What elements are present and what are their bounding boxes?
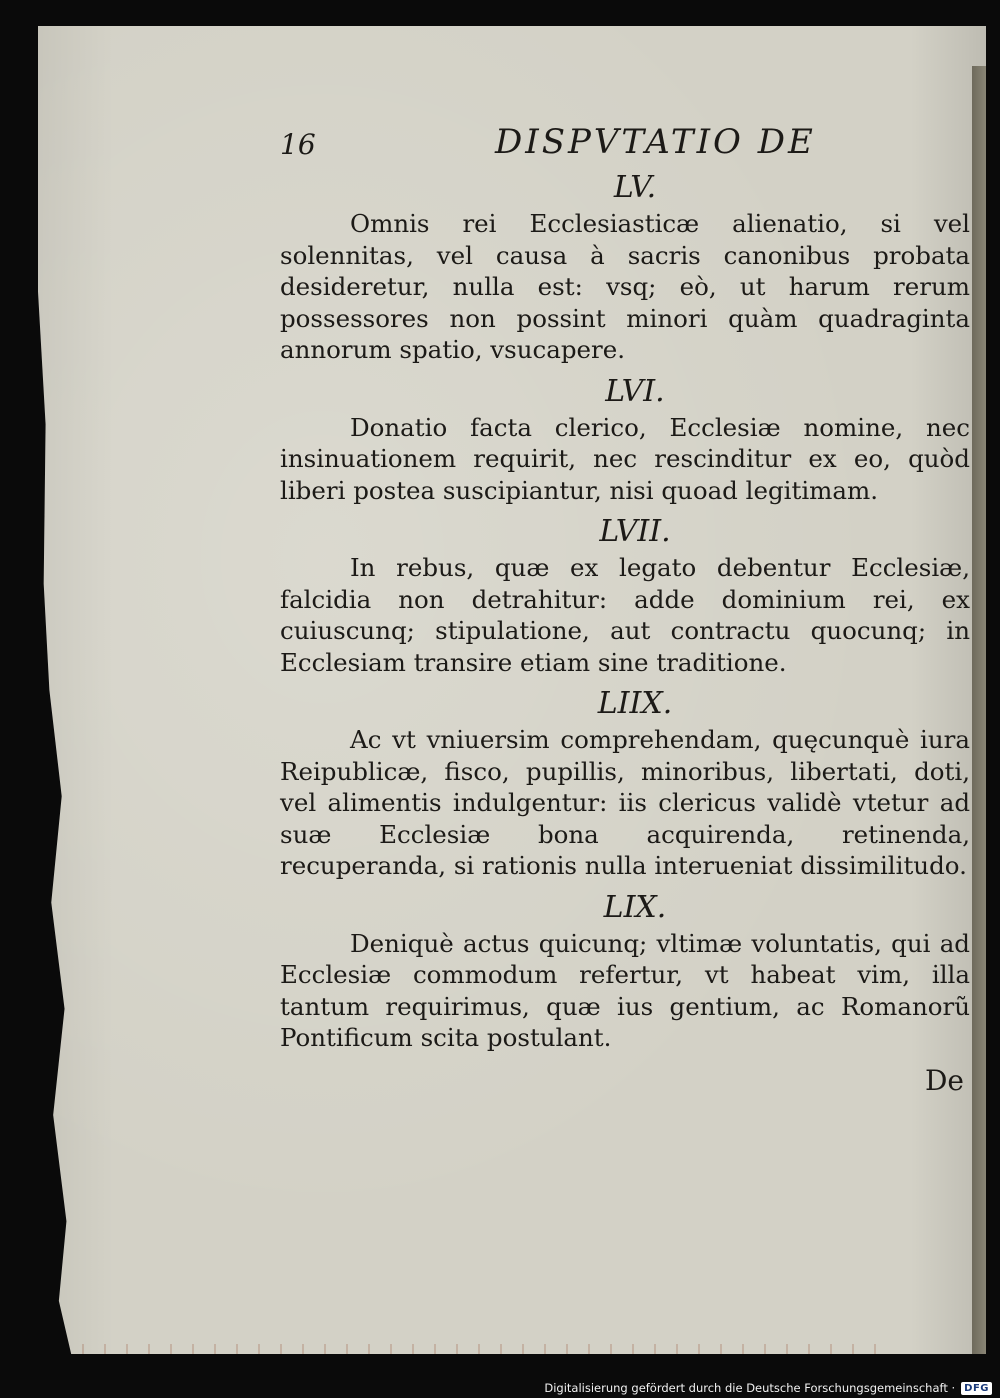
thesis-section-lv — [280, 168, 970, 366]
thesis-section-lix — [280, 888, 970, 1054]
section-text: Donatio facta clerico, Ecclesiæ nomine, nec insinuationem requirit, nec rescinditur ex eo, quòd liberi postea suscipiantur, nisi quoad legitimam. — [280, 412, 970, 505]
thesis-section-lvi — [280, 372, 970, 507]
section-title: LIIX. — [597, 686, 673, 721]
section-text: Ac vt vniuersim comprehendam, quęcunquè iura Reipublicæ, fisco, pupillis, minoribus, libertati, doti, vel alimentis indulgentur: iis clericus validè vtetur ad suæ Ecclesiæ bona acquirenda, retinenda, recuperanda, si rationis nulla interueniat dissimilitudo. — [280, 725, 970, 880]
catchword: De — [924, 1064, 964, 1097]
credit-text: Digitalisierung gefördert durch die Deutsche Forschungsgemeinschaft · — [544, 1381, 956, 1395]
page-text-block — [280, 120, 970, 1060]
page-edge-shadow — [972, 66, 986, 1366]
section-title: LVI. — [605, 373, 665, 409]
dfg-logo-icon: DFG — [961, 1382, 992, 1395]
thesis-section-lvii — [280, 512, 970, 678]
section-text: Deniquè actus quicunq; vltimæ voluntatis, qui ad Ecclesiæ commodum refertur, vt habeat vim, illa tantum requirimus, quæ ius gentium, ac Romanorũ Pontificum scita postulant. — [280, 928, 970, 1052]
section-text: Omnis rei Ecclesiasticæ alienatio, si vel solennitas, vel causa à sacris canonibus probata desideretur, nulla est: vsq; eò, ut harum rerum possessores non possint minori quàm quadraginta annorum spatio, vsucapere. — [280, 209, 970, 364]
section-title: LIX. — [603, 889, 667, 925]
page-header — [280, 120, 970, 168]
section-text: In rebus, quæ ex legato debentur Ecclesiæ, falcidia non detrahitur: adde dominium rei, ex cuiuscunq; stipulatione, aut contractu quocunq; in Ecclesiam transire etiam sine traditione. — [280, 553, 970, 677]
page-number: 16 — [280, 128, 316, 161]
section-title: LV. — [613, 170, 657, 205]
digitization-credit — [544, 1380, 992, 1396]
thesis-section-liix — [280, 684, 970, 882]
running-head: DISPVTATIO DE — [495, 122, 816, 162]
section-title: LVII. — [599, 514, 671, 549]
